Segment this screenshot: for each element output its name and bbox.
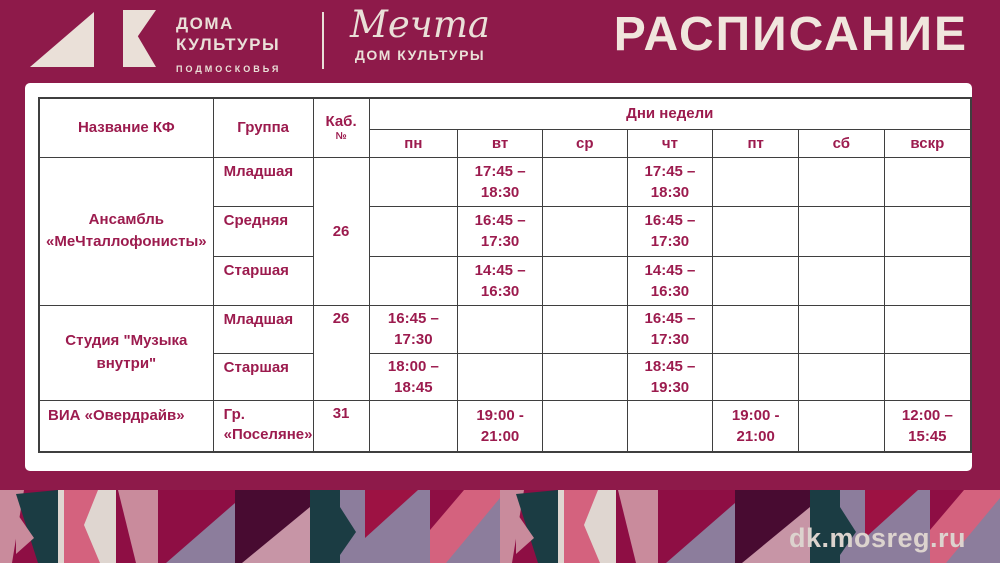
dk-logo-flag-icon	[123, 10, 156, 67]
time-cell	[799, 353, 885, 400]
table-row	[39, 305, 971, 353]
group-cell: Младшая	[213, 305, 313, 353]
day-header-sat: сб	[799, 129, 885, 157]
time-cell: 14:45 – 16:30	[627, 256, 713, 305]
ensemble-name: Ансамбль «МеЧталлофонисты»	[39, 157, 213, 305]
time-cell	[713, 305, 799, 353]
day-header-wed: ср	[542, 129, 627, 157]
time-cell	[542, 400, 627, 452]
time-cell	[799, 400, 885, 452]
day-header-tue: вт	[458, 129, 543, 157]
time-cell	[542, 206, 627, 256]
schedule-table	[38, 97, 972, 453]
time-cell	[542, 305, 627, 353]
time-cell: 16:45 – 17:30	[627, 206, 713, 256]
venue-block	[350, 4, 490, 63]
schedule-panel	[25, 83, 972, 471]
table-row	[39, 157, 971, 206]
header-cab-label: Каб.	[325, 113, 357, 131]
time-cell: 17:45 – 18:30	[627, 157, 713, 206]
time-cell: 16:45 – 17:30	[627, 305, 713, 353]
website-url: dk.mosreg.ru	[788, 523, 966, 553]
brand-line-2: КУЛЬТУРЫ	[176, 35, 281, 55]
day-header-sun: вскр	[884, 129, 971, 157]
time-cell: 16:45 – 17:30	[458, 206, 543, 256]
group-cell: Гр. «Поселяне»	[213, 400, 313, 452]
time-cell: 12:00 – 15:45	[884, 400, 971, 452]
time-cell	[542, 157, 627, 206]
header-divider	[322, 12, 324, 69]
time-cell	[458, 305, 543, 353]
time-cell	[713, 157, 799, 206]
group-cell: Средняя	[213, 206, 313, 256]
header-cab-number-sign: №	[335, 131, 347, 143]
dk-logo-triangle-icon	[30, 12, 94, 67]
time-cell	[369, 256, 458, 305]
header-name-col: Название КФ	[39, 98, 213, 157]
time-cell	[458, 353, 543, 400]
time-cell: 18:00 – 18:45	[369, 353, 458, 400]
time-cell: 17:45 – 18:30	[458, 157, 543, 206]
brand-block	[176, 13, 281, 74]
time-cell: 18:45 – 19:30	[627, 353, 713, 400]
time-cell	[884, 256, 971, 305]
group-cell: Младшая	[213, 157, 313, 206]
time-cell	[713, 353, 799, 400]
header-cab-col	[313, 98, 369, 157]
cab-cell: 26	[313, 157, 369, 305]
cab-cell: 26	[313, 305, 369, 400]
header-band	[0, 0, 1000, 84]
time-cell	[369, 400, 458, 452]
time-cell	[369, 206, 458, 256]
time-cell	[542, 353, 627, 400]
time-cell	[884, 157, 971, 206]
band-name: ВИА «Овердрайв»	[39, 400, 213, 452]
time-cell: 19:00 - 21:00	[458, 400, 543, 452]
time-cell	[799, 157, 885, 206]
time-cell	[799, 256, 885, 305]
day-header-mon: пн	[369, 129, 458, 157]
brand-line-1: ДОМА	[176, 14, 234, 33]
venue-subtitle: ДОМ КУЛЬТУРЫ	[354, 46, 486, 63]
venue-name: Мечта	[350, 3, 490, 46]
header-days: Дни недели	[369, 98, 971, 129]
time-cell	[369, 157, 458, 206]
time-cell	[884, 305, 971, 353]
time-cell: 16:45 – 17:30	[369, 305, 458, 353]
time-cell: 14:45 – 16:30	[458, 256, 543, 305]
time-cell	[799, 206, 885, 256]
cab-cell: 31	[313, 400, 369, 452]
studio-name: Студия "Музыка внутри"	[39, 305, 213, 400]
day-header-thu: чт	[627, 129, 713, 157]
table-row	[39, 400, 971, 452]
brand-subtitle: ПОДМОСКОВЬЯ	[176, 63, 282, 74]
time-cell	[713, 206, 799, 256]
page-title: РАСПИСАНИЕ	[613, 8, 968, 61]
time-cell	[884, 353, 971, 400]
time-cell	[713, 256, 799, 305]
group-cell: Старшая	[213, 353, 313, 400]
header-group-col: Группа	[213, 98, 313, 157]
time-cell	[627, 400, 713, 452]
group-cell: Старшая	[213, 256, 313, 305]
time-cell	[542, 256, 627, 305]
day-header-fri: пт	[713, 129, 799, 157]
time-cell	[884, 206, 971, 256]
time-cell	[799, 305, 885, 353]
time-cell: 19:00 - 21:00	[713, 400, 799, 452]
